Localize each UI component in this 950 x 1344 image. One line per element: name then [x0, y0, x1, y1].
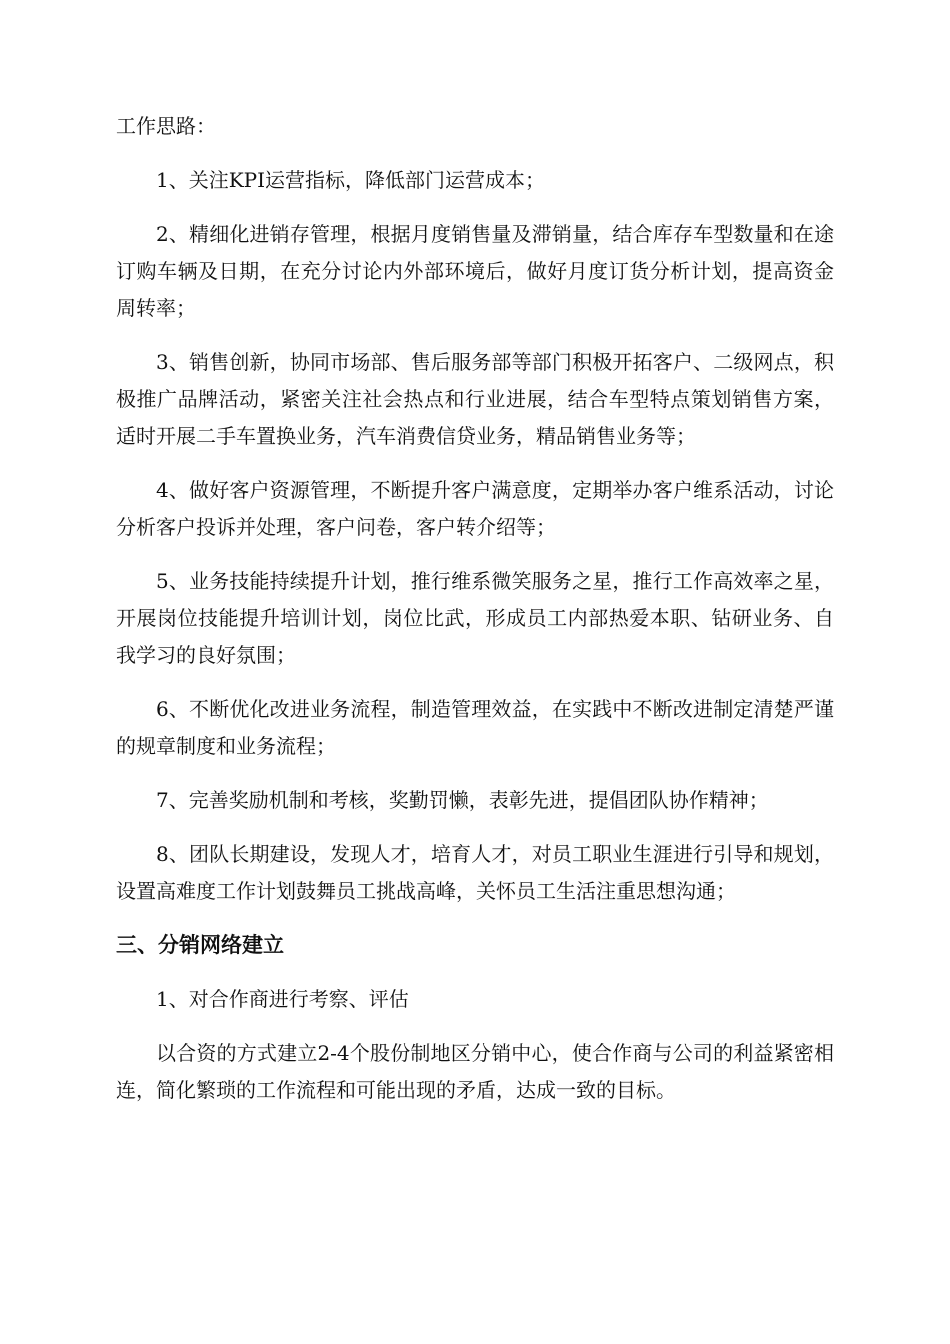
document-body [116, 108, 834, 1126]
list-item: 7、完善奖励机制和考核，奖勤罚懒，表彰先进，提倡团队协作精神； [156, 788, 769, 812]
list-item: 4、做好客户资源管理，不断提升客户满意度，定期举办客户维系活动，讨论分析客户投诉并处理，客户问卷，客户转介绍等； [116, 478, 834, 539]
list-item: 1、关注KPI运营指标，降低部门运营成本； [156, 168, 546, 192]
lead-text: 工作思路： [116, 114, 216, 138]
list-item: 3、销售创新，协同市场部、售后服务部等部门积极开拓客户、二级网点，积极推广品牌活动，紧密关注社会热点和行业进展，结合车型特点策划销售方案，适时开展二手车置换业务，汽车消费信贷业务，精品销售业务等； [116, 350, 834, 448]
section-heading: 三、分销网络建立 [116, 933, 284, 957]
list-item: 6、不断优化改进业务流程，制造管理效益，在实践中不断改进制定清楚严谨的规章制度和业务流程； [116, 697, 834, 758]
section-item: 1、对合作商进行考察、评估 [156, 987, 409, 1011]
list-item: 8、团队长期建设，发现人才，培育人才，对员工职业生涯进行引导和规划，设置高难度工作计划鼓舞员工挑战高峰，关怀员工生活注重思想沟通； [116, 842, 834, 903]
section-paragraph: 以合资的方式建立2-4个股份制地区分销中心，使合作商与公司的利益紧密相连，简化繁琐的工作流程和可能出现的矛盾，达成一致的目标。 [116, 1041, 834, 1102]
list-item: 2、精细化进销存管理，根据月度销售量及滞销量，结合库存车型数量和在途订购车辆及日期，在充分讨论内外部环境后，做好月度订货分析计划，提高资金周转率； [116, 222, 834, 320]
list-item: 5、业务技能持续提升计划，推行维系微笑服务之星，推行工作高效率之星，开展岗位技能提升培训计划，岗位比武，形成员工内部热爱本职、钻研业务、自我学习的良好氛围； [116, 569, 834, 667]
